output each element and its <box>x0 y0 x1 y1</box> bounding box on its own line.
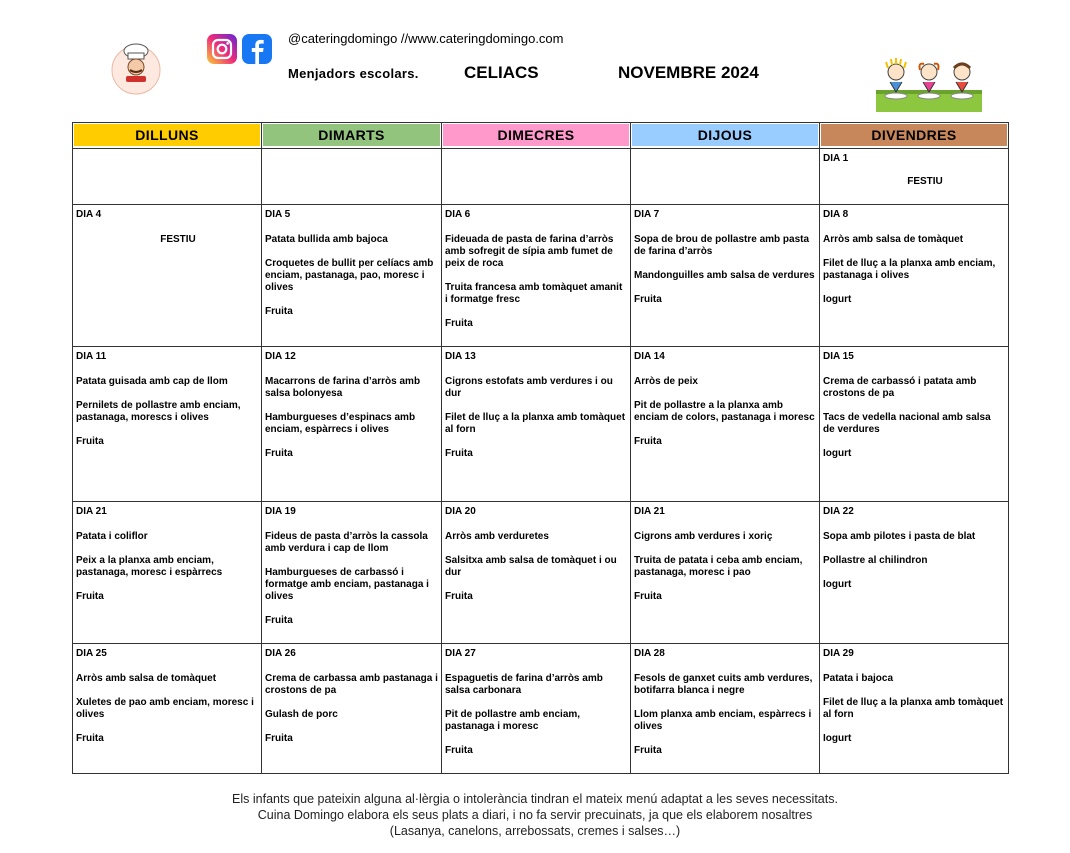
day-number: DIA 25 <box>76 648 107 659</box>
day-number: DIA 4 <box>76 209 102 220</box>
day-number: DIA 1 <box>823 153 849 164</box>
day-number: DIA 28 <box>634 648 665 659</box>
day-number: DIA 7 <box>634 209 660 220</box>
menu-subtitle: Menjadors escolars. <box>288 66 419 81</box>
menu-day-cell <box>262 149 442 205</box>
menu-week-row <box>73 205 1009 347</box>
catering-domingo-logo <box>108 40 164 96</box>
allergy-notice <box>0 791 1070 839</box>
dish-item: Fruita <box>445 745 473 756</box>
menu-day-cell <box>820 149 1009 205</box>
dish-item: Fideuada de pasta de farina d’arròs amb sofregit de sípia amb fumet de peix de roca <box>445 234 614 269</box>
dish-item: Fruita <box>445 448 473 459</box>
dish-item: Patata bullida amb bajoca <box>265 234 388 245</box>
social-handle: @cateringdomingo //www.cateringdomingo.com <box>288 31 564 46</box>
dish-item: Patata i coliflor <box>76 531 148 542</box>
dish-item: Crema de carbassó i patata amb crostons de pa <box>823 376 977 399</box>
day-number: DIA 8 <box>823 209 849 220</box>
day-number: DIA 21 <box>76 506 107 517</box>
allergy-notice-line: Cuina Domingo elabora els seus plats a diari, i no fa servir precuinats, ja que els elaborem nosaltres <box>257 808 813 822</box>
dish-item: Tacs de vedella nacional amb salsa de verdures <box>823 412 991 435</box>
menu-day-cell <box>73 149 262 205</box>
dish-item: Truita francesa amb tomàquet amanit i formatge fresc <box>445 282 623 305</box>
menu-day-cell <box>631 347 820 502</box>
menu-day-cell <box>262 205 442 347</box>
day-number: DIA 13 <box>445 351 476 362</box>
menu-week-row <box>73 347 1009 502</box>
dish-item: Fruita <box>76 591 104 602</box>
weekday-label: DIJOUS <box>632 124 818 146</box>
day-number: DIA 19 <box>265 506 296 517</box>
dish-item: Iogurt <box>823 733 852 744</box>
menu-day-cell <box>820 205 1009 347</box>
allergy-notice-line: (Lasanya, canelons, arrebossats, cremes i salses…) <box>389 824 681 838</box>
day-number: DIA 22 <box>823 506 854 517</box>
dish-item: Fruita <box>265 306 293 317</box>
dish-item: Pit de pollastre amb enciam, pastanaga i moresc <box>445 709 581 732</box>
dish-item: Fruita <box>76 733 104 744</box>
diet-type: CELIACS <box>464 63 539 82</box>
instagram-icon[interactable] <box>207 34 237 64</box>
weekly-menu-table <box>72 122 1009 774</box>
day-number: DIA 21 <box>634 506 665 517</box>
dish-item: Pollastre al chilindron <box>823 555 928 566</box>
dish-item: Macarrons de farina d’arròs amb salsa bolonyesa <box>265 376 421 399</box>
dish-item: Fruita <box>634 745 662 756</box>
dish-item: Crema de carbassa amb pastanaga i crostons de pa <box>265 673 438 696</box>
dish-item: Sopa de brou de pollastre amb pasta de farina d’arròs <box>634 234 810 257</box>
dish-item: Pit de pollastre a la planxa amb enciam de colors, pastanaga i moresc <box>634 400 815 423</box>
menu-day-cell <box>73 205 262 347</box>
menu-day-cell <box>262 502 442 644</box>
dish-item: Iogurt <box>823 448 852 459</box>
dish-item: Fruita <box>634 436 662 447</box>
holiday-label: FESTIU <box>160 234 196 245</box>
dish-item: Cigrons amb verdures i xoriç <box>634 531 773 542</box>
day-number: DIA 29 <box>823 648 854 659</box>
weekday-label: DIMARTS <box>263 124 440 146</box>
menu-day-cell <box>442 502 631 644</box>
weekday-header-row <box>73 123 1009 149</box>
dish-item: Iogurt <box>823 294 852 305</box>
dish-item: Fruita <box>634 591 662 602</box>
dish-item: Patata guisada amb cap de llom <box>76 376 228 387</box>
day-number: DIA 12 <box>265 351 296 362</box>
dish-item: Fruita <box>634 294 662 305</box>
facebook-icon[interactable] <box>242 34 272 64</box>
dish-item: Sopa amb pilotes i pasta de blat <box>823 531 976 542</box>
dish-item: Gulash de porc <box>265 709 338 720</box>
allergy-notice-line: Els infants que pateixin alguna al·lèrgia o intolerància tindran el mateix menú adaptat a les seves necessitats. <box>232 792 838 806</box>
menu-month: NOVEMBRE 2024 <box>618 63 759 82</box>
weekday-label: DIMECRES <box>443 124 629 146</box>
menu-week-row <box>73 149 1009 205</box>
weekday-header <box>631 123 820 149</box>
dish-item: Espaguetis de farina d’arròs amb salsa carbonara <box>445 673 603 696</box>
menu-week-row <box>73 502 1009 644</box>
dish-item: Fruita <box>265 733 293 744</box>
dish-item: Arròs de peix <box>634 376 698 387</box>
dish-item: Arròs amb verduretes <box>445 531 549 542</box>
dish-item: Fruita <box>265 448 293 459</box>
day-number: DIA 11 <box>76 351 107 362</box>
dish-item: Hamburgueses d’espinacs amb enciam, espàrrecs i olives <box>265 412 416 435</box>
holiday-label: FESTIU <box>907 176 943 187</box>
kids-eating-illustration <box>874 54 984 114</box>
dish-item: Fruita <box>445 591 473 602</box>
menu-day-cell <box>820 644 1009 774</box>
menu-day-cell <box>262 644 442 774</box>
day-number: DIA 27 <box>445 648 476 659</box>
dish-item: Filet de lluç a la planxa amb tomàquet al forn <box>823 697 1004 720</box>
dish-item: Peix a la planxa amb enciam, pastanaga, moresc i espàrrecs <box>76 555 223 578</box>
dish-item: Fruita <box>445 318 473 329</box>
weekday-label: DILLUNS <box>74 124 260 146</box>
dish-item: Fruita <box>76 436 104 447</box>
menu-day-cell <box>442 149 631 205</box>
dish-item: Filet de lluç a la planxa amb tomàquet al forn <box>445 412 626 435</box>
dish-item: Fesols de ganxet cuits amb verdures, botifarra blanca i negre <box>634 673 813 696</box>
day-number: DIA 15 <box>823 351 854 362</box>
dish-item: Truita de patata i ceba amb enciam, pastanaga, moresc i pao <box>634 555 803 578</box>
dish-item: Fideus de pasta d’arròs la cassola amb verdura i cap de llom <box>265 531 428 554</box>
dish-item: Xuletes de pao amb enciam, moresc i olives <box>76 697 254 720</box>
weekday-header <box>820 123 1009 149</box>
day-number: DIA 20 <box>445 506 476 517</box>
menu-day-cell <box>820 502 1009 644</box>
menu-day-cell <box>631 644 820 774</box>
menu-day-cell <box>442 644 631 774</box>
dish-item: Cigrons estofats amb verdures i ou dur <box>445 376 613 399</box>
menu-day-cell <box>73 502 262 644</box>
weekday-label: DIVENDRES <box>821 124 1007 146</box>
day-number: DIA 5 <box>265 209 291 220</box>
menu-day-cell <box>442 205 631 347</box>
dish-item: Patata i bajoca <box>823 673 894 684</box>
weekday-header <box>442 123 631 149</box>
menu-day-cell <box>631 205 820 347</box>
menu-day-cell <box>442 347 631 502</box>
menu-day-cell <box>820 347 1009 502</box>
menu-day-cell <box>631 502 820 644</box>
dish-item: Arròs amb salsa de tomàquet <box>823 234 964 245</box>
dish-item: Pernilets de pollastre amb enciam, pastanaga, morescs i olives <box>76 400 241 423</box>
menu-day-cell <box>73 347 262 502</box>
dish-item: Iogurt <box>823 579 852 590</box>
dish-item: Mandonguilles amb salsa de verdures <box>634 270 815 281</box>
day-number: DIA 6 <box>445 209 471 220</box>
dish-item: Arròs amb salsa de tomàquet <box>76 673 217 684</box>
day-number: DIA 26 <box>265 648 296 659</box>
weekday-header <box>262 123 442 149</box>
menu-day-cell <box>262 347 442 502</box>
weekday-header <box>73 123 262 149</box>
menu-week-row <box>73 644 1009 774</box>
dish-item: Fruita <box>265 615 293 626</box>
dish-item: Croquetes de bullit per celíacs amb enciam, pastanaga, pao, moresc i olives <box>265 258 434 293</box>
dish-item: Hamburgueses de carbassó i formatge amb enciam, pastanaga i olives <box>265 567 429 602</box>
dish-item: Salsitxa amb salsa de tomàquet i ou dur <box>445 555 617 578</box>
menu-day-cell <box>631 149 820 205</box>
dish-item: Filet de lluç a la planxa amb enciam, pastanaga i olives <box>823 258 996 281</box>
menu-day-cell <box>73 644 262 774</box>
dish-item: Llom planxa amb enciam, espàrrecs i olives <box>634 709 812 732</box>
day-number: DIA 14 <box>634 351 665 362</box>
